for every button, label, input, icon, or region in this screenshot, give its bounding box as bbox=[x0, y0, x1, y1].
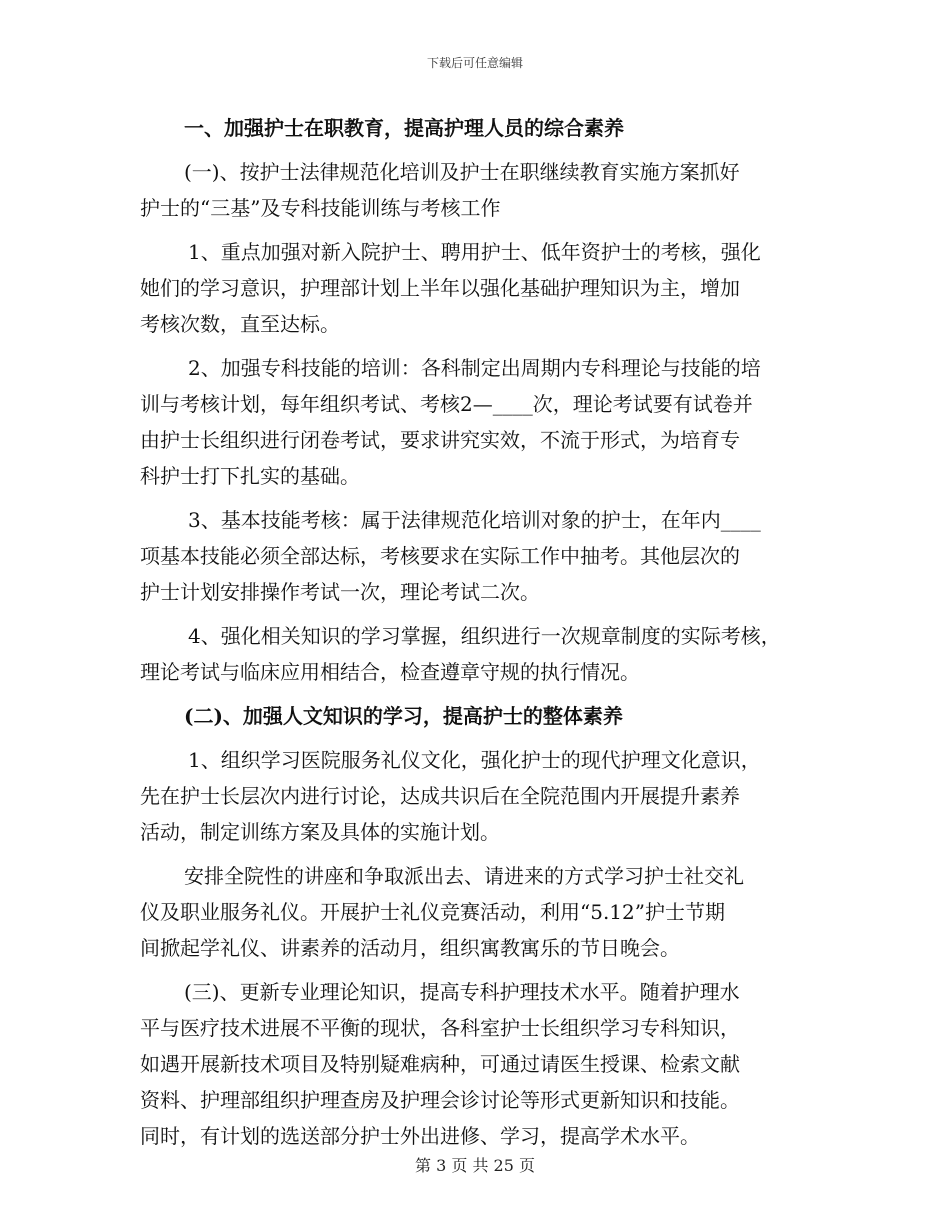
paragraph-line: 护士计划安排操作考试一次，理论考试二次。 bbox=[140, 580, 540, 604]
paragraph-line: 她们的学习意识，护理部计划上半年以强化基础护理知识为主，增加 bbox=[140, 276, 740, 300]
paragraph-line: 4、强化相关知识的学习掌握，组织进行一次规章制度的实际考核， bbox=[188, 624, 781, 648]
document-body bbox=[140, 110, 820, 1154]
subsection-heading: (二)、加强人文知识的学习，提高护士的整体素养 bbox=[184, 704, 623, 728]
paragraph-line: 3、基本技能考核：属于法律规范化培训对象的护士，在年内____ bbox=[188, 508, 761, 532]
paragraph-line: 训与考核计划，每年组织考试、考核2—____次，理论考试要有试卷并 bbox=[140, 392, 753, 416]
subsection-heading: (三)、更新专业理论知识，提高专科护理技术水平。随着护理水 bbox=[184, 980, 740, 1004]
header-note: 下载后可任意编辑 bbox=[426, 56, 523, 70]
paragraph-line: 间掀起学礼仪、讲素养的活动月，组织寓教寓乐的节日晚会。 bbox=[140, 936, 680, 960]
paragraph-line: 先在护士长层次内进行讨论，达成共识后在全院范围内开展提升素养 bbox=[140, 784, 740, 808]
paragraph-line: 科护士打下扎实的基础。 bbox=[140, 464, 360, 488]
paragraph-line: 同时，有计划的选送部分护士外出进修、学习，提高学术水平。 bbox=[140, 1124, 700, 1148]
paragraph-line: 资料、护理部组织护理查房及护理会诊讨论等形式更新知识和技能。 bbox=[140, 1088, 740, 1112]
paragraph-line: 安排全院性的讲座和争取派出去、请进来的方式学习护士社交礼 bbox=[184, 864, 744, 888]
paragraph-line: 平与医疗技术进展不平衡的现状，各科室护士长组织学习专科知识， bbox=[140, 1016, 740, 1040]
subsection-heading: (一)、按护士法律规范化培训及护士在职继续教育实施方案抓好 bbox=[184, 160, 740, 184]
paragraph-line: 由护士长组织进行闭卷考试，要求讲究实效，不流于形式，为培育专 bbox=[140, 428, 740, 452]
paragraph-line: 考核次数，直至达标。 bbox=[140, 312, 340, 336]
paragraph-line: 仪及职业服务礼仪。开展护士礼仪竞赛活动，利用“5.12”护士节期 bbox=[140, 900, 725, 924]
paragraph-line: 1、重点加强对新入院护士、聘用护士、低年资护士的考核，强化 bbox=[188, 240, 761, 264]
paragraph-line: 活动，制定训练方案及具体的实施计划。 bbox=[140, 820, 500, 844]
paragraph-line: 理论考试与临床应用相结合，检查遵章守规的执行情况。 bbox=[140, 660, 640, 684]
paragraph-line: 2、加强专科技能的培训：各科制定出周期内专科理论与技能的培 bbox=[188, 356, 761, 380]
paragraph-line: 项基本技能必须全部达标，考核要求在实际工作中抽考。其他层次的 bbox=[140, 544, 740, 568]
page-number: 第 3 页 共 25 页 bbox=[415, 1156, 535, 1175]
paragraph-line: 如遇开展新技术项目及特别疑难病种，可通过请医生授课、检索文献 bbox=[140, 1052, 740, 1076]
paragraph-line: 1、组织学习医院服务礼仪文化，强化护士的现代护理文化意识， bbox=[188, 748, 761, 772]
section-heading: 一、加强护士在职教育，提高护理人员的综合素养 bbox=[184, 116, 624, 140]
paragraph-line: 护士的“三基”及专科技能训练与考核工作 bbox=[140, 196, 501, 220]
